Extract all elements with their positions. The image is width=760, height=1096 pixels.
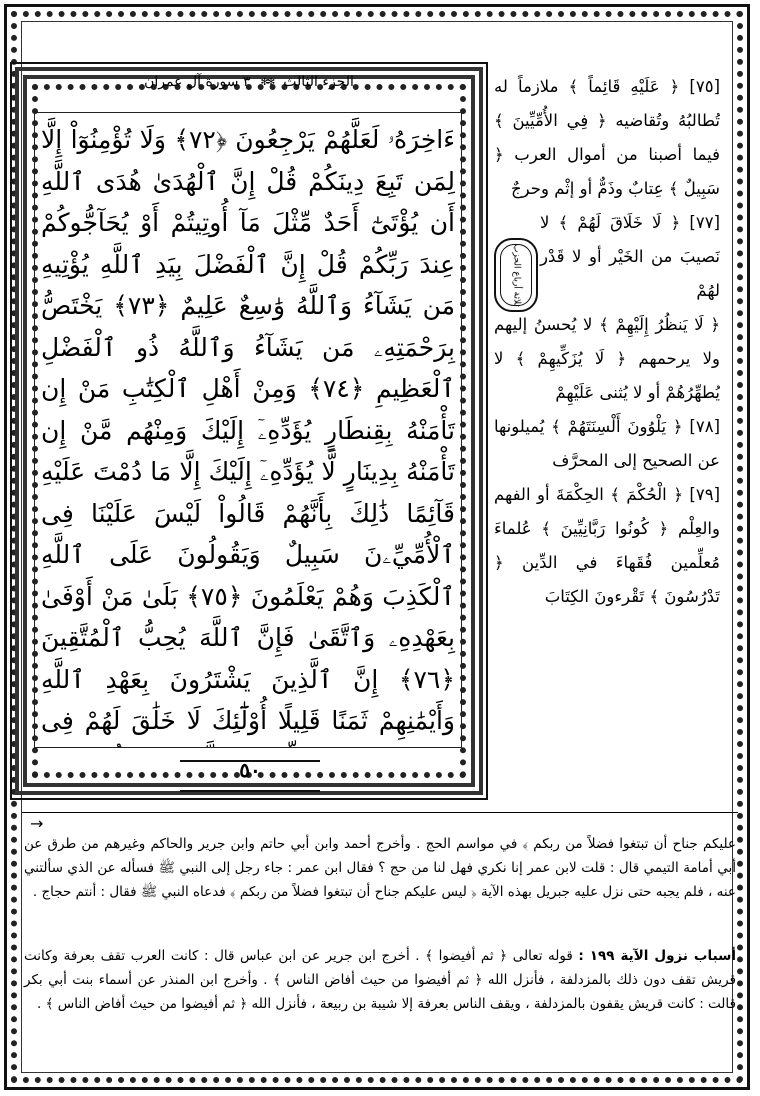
tafsir-entry: ﴿ لَا يَنظُرُ إِلَيْهِمْ ﴾ لا يُحسنُ إليهم ولا يرحمهم ﴿ لَا يُزَكِّيهِمْ ﴾ لا يُطهِّرُهُمْ أو لا يُثنى عَلَيْهِمْ: [494, 315, 720, 402]
tafsir-entry: [٧٥] ﴿ عَلَيْهِ قَائِماً ﴾ ملازماً له تُطالبُهُ وتُقاضيه ﴿ فِي الأُمِّيِّينَ ﴾ فيما أصبنا من أموال العرب ﴿ سَبِيلٌ ﴾ عِتابٌ وذَمٌّ أو إثْم وحرجٌ: [494, 77, 720, 198]
footnote-body: قوله تعالى ﴿ ثم أفيضوا ﴾ . أخرج ابن جرير عن ابن عباس قال : كانت العرب تقف بعرفة وكانت قريش تقف دون ذلك بالمزدلفة ، فأنزل الله ﴿ ثم أفيضوا من حيث أفاض الناس ﴾ . وأخرج ابن المنذر عن أسماء بنت أبي بكر قالت : كانت قريش يقفون بالمزدلفة ، ويقف الناس بعرفة إلا شيبة بن ربيعة ، فأنزل الله ﴿ ثم أفيضوا من حيث أفاض الناس ﴾ .: [24, 948, 736, 1012]
tafsir-entry: [٧٨] ﴿ يَلْوُونَ أَلْسِنَتَهُمْ ﴾ يُميلونها عن الصحيح إلى المحرَّف: [494, 417, 720, 470]
footnote-heading: أسباب نزول الآية ١٩٩ :: [578, 948, 736, 964]
quran-page-header: [24, 68, 474, 96]
tafsir-entry: [٧٧] ﴿ لَا خَلَاقَ لَهُمْ ﴾ لا نَصيبَ من الخَيْر أو لا قَدْر لهُمْ: [540, 213, 720, 300]
juz-label: الجزء الثالث: [283, 74, 354, 90]
surah-label: ٣ سورة آل عمران: [144, 74, 251, 90]
tafsir-entry: [٧٩] ﴿ الْحُكْمَ ﴾ الحِكْمَةَ أو الفهم والعِلْم ﴿ كُونُوا رَبَّانِيِّينَ ﴾ عُلماءَ مُعلِّمين فُقَهاءَ في الدِّين ﴿ تَدْرُسُونَ ﴾ تَقْرءونَ الكِتَابَ: [494, 485, 720, 606]
tafsir-commentary: [494, 70, 720, 720]
footnote-divider: [22, 812, 738, 813]
footnote-asbab-nuzul: [24, 944, 736, 1074]
page-number: ٥٠: [239, 758, 261, 782]
hizb-quarter-emblem-icon: ثلاثة أرباع الحزب: [494, 238, 538, 312]
footnote-paragraph: عليكم جناح أن تبتغوا فضلاً من ربكم ﴾ في مواسم الحج . وأخرج أحمد وابن أبي حاتم وابن جرير والحاكم وغيرهم من طرق عن أبي أمامة التيمي قال : قلت لابن عمر إنا نكري فهل لنا من حج ؟ فقال ابن عمر : جاء رجل إلى النبي ﷺ فسأله عن الذي سألتني عنه ، فلم يجبه حتى نزل عليه جبريل بهذه الآية ﴿ ليس عليكم جناح أن تبتغوا فضلاً من ربكم ﴾ فدعاه النبي ﷺ فقال : أنتم حجاج .: [24, 836, 736, 900]
header-separator-icon: ✻✻: [260, 76, 274, 88]
quran-text-block: ءَاخِرَهُۥ لَعَلَّهُمْ يَرْجِعُونَ ﴿٧٢﴾ وَلَا تُؤْمِنُوٓاْ إِلَّا لِمَن تَبِعَ دِينَكُمْ قُلْ إِنَّ ٱلْهُدَىٰ هُدَى ٱللَّهِ أَن يُؤْتَىٰٓ أَحَدٌ مِّثْلَ مَآ أُوتِيتُمْ أَوْ يُحَآجُّوكُمْ عِندَ رَبِّكُمْ قُلْ إِنَّ ٱلْفَضْلَ بِيَدِ ٱللَّهِ يُؤْتِيهِ مَن يَشَآءُ وَٱللَّهُ وَٰسِعٌ عَلِيمٌ ﴿٧٣﴾ يَخْتَصُّ بِرَحْمَتِهِۦ مَن يَشَآءُ وَٱللَّهُ ذُو ٱلْفَضْلِ ٱلْعَظِيمِ ﴿٧٤﴾ وَمِنْ أَهْلِ ٱلْكِتَٰبِ مَنْ إِن تَأْمَنْهُ بِقِنطَارٍ يُؤَدِّهِۦٓ إِلَيْكَ وَمِنْهُم مَّنْ إِن تَأْمَنْهُ بِدِينَارٍ لَّا يُؤَدِّهِۦٓ إِلَيْكَ إِلَّا مَا دُمْتَ عَلَيْهِ قَآئِمًا ذَٰلِكَ بِأَنَّهُمْ قَالُواْ لَيْسَ عَلَيْنَا فِى ٱلْأُمِّيِّۦنَ سَبِيلٌ وَيَقُولُونَ عَلَى ٱللَّهِ ٱلْكَذِبَ وَهُمْ يَعْلَمُونَ ﴿٧٥﴾ بَلَىٰ مَنْ أَوْفَىٰ بِعَهْدِهِۦ وَٱتَّقَىٰ فَإِنَّ ٱللَّهَ يُحِبُّ ٱلْمُتَّقِينَ ﴿٧٦﴾ إِنَّ ٱلَّذِينَ يَشْتَرُونَ بِعَهْدِ ٱللَّهِ وَأَيْمَٰنِهِمْ ثَمَنًا قَلِيلًا أُوْلَٰٓئِكَ لَا خَلَٰقَ لَهُمْ فِى: [34, 112, 462, 748]
continuation-arrow-icon: →: [30, 814, 44, 833]
